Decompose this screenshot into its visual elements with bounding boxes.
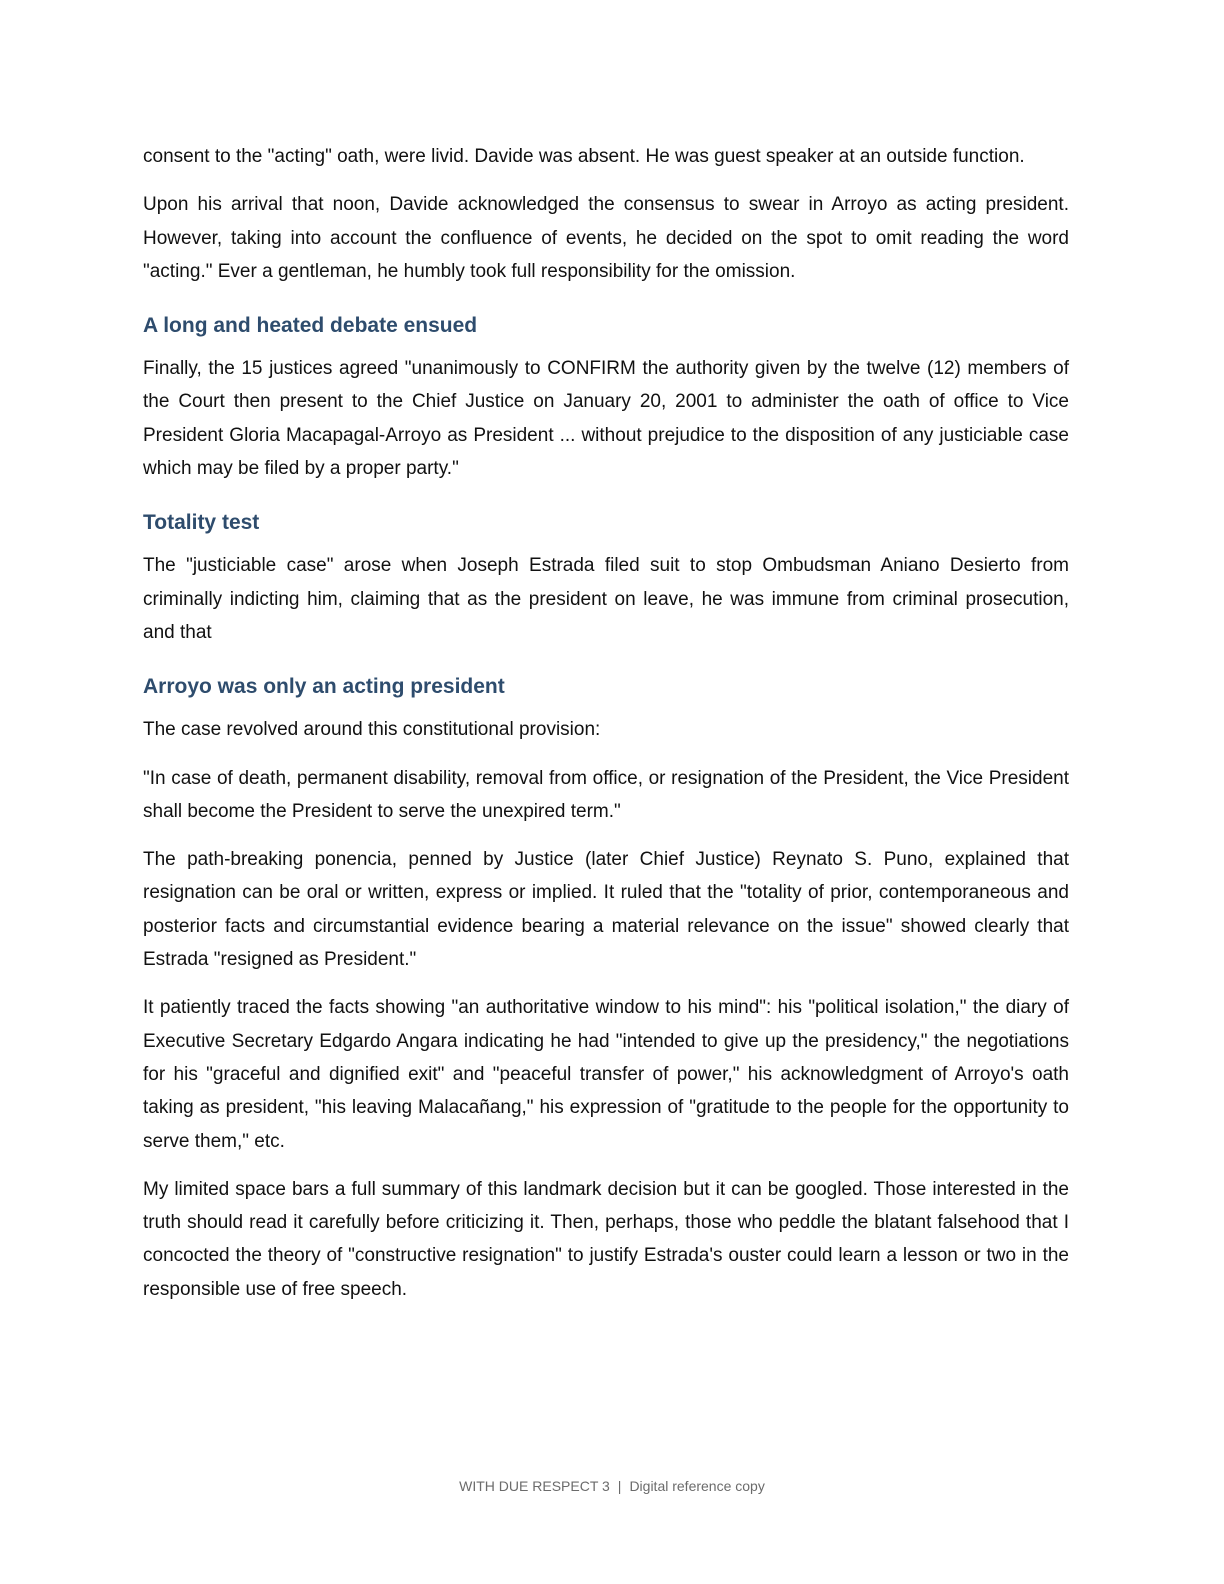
document-page xyxy=(143,140,1069,1321)
footer-separator: | xyxy=(617,1478,622,1494)
paragraph: The "justiciable case" arose when Joseph Estrada filed suit to stop Ombudsman Aniano Desierto from criminally indicting him, claiming that as the president on leave, he was immune from criminal prosecution, and that xyxy=(143,555,1069,643)
section-heading: Totality test xyxy=(143,511,260,535)
footer-title: WITH DUE RESPECT 3 xyxy=(459,1478,610,1494)
section-heading: Arroyo was only an acting president xyxy=(143,675,505,699)
paragraph: The case revolved around this constitutional provision: xyxy=(143,719,601,741)
paragraph: The path-breaking ponencia, penned by Justice (later Chief Justice) Reynato S. Puno, explained that resignation can be oral or written, express or implied. It ruled that the "totality of prior, contemporaneous and posterior facts and circumstantial evidence bearing a material relevance on the issue" showed clearly that Estrada "resigned as President." xyxy=(143,849,1069,971)
section-heading: A long and heated debate ensued xyxy=(143,314,478,338)
paragraph: It patiently traced the facts showing "an authoritative window to his mind": his "political isolation," the diary of Executive Secretary Edgardo Angara indicating he had "intended to give up the presidency," the negotiations for his "graceful and dignified exit" and "peaceful transfer of power," his acknowledgment of Arroyo's oath taking as president, "his leaving Malacañang," his expression of "gratitude to the people for the opportunity to serve them," etc. xyxy=(143,997,1069,1152)
paragraph: Finally, the 15 justices agreed "unanimously to CONFIRM the authority given by the twelve (12) members of the Court then present to the Chief Justice on January 20, 2001 to administer the oath of office to Vice President Gloria Macapagal-Arroyo as President ... without prejudice to the disposition of any justiciable case which may be filed by a proper party." xyxy=(143,358,1069,480)
paragraph: Upon his arrival that noon, Davide acknowledged the consensus to swear in Arroyo as acting president. However, taking into account the confluence of events, he decided on the spot to omit reading the word "acting." Ever a gentleman, he humbly took full responsibility for the omission. xyxy=(143,194,1069,282)
footer-note: Digital reference copy xyxy=(629,1478,765,1494)
paragraph: consent to the "acting" oath, were livid. Davide was absent. He was guest speaker at an outside function. xyxy=(143,146,1025,167)
quoted-provision: "In case of death, permanent disability, removal from office, or resignation of the President, the Vice President shall become the President to serve the unexpired term." xyxy=(143,767,1069,822)
paragraph: My limited space bars a full summary of this landmark decision but it can be googled. Those interested in the truth should read it carefully before criticizing it. Then, perhaps, those who peddle the blatant falsehood that I concocted the theory of "constructive resignation" to justify Estrada's ouster could learn a lesson or two in the responsible use of free speech. xyxy=(143,1178,1069,1300)
page-footer xyxy=(0,1478,1224,1494)
